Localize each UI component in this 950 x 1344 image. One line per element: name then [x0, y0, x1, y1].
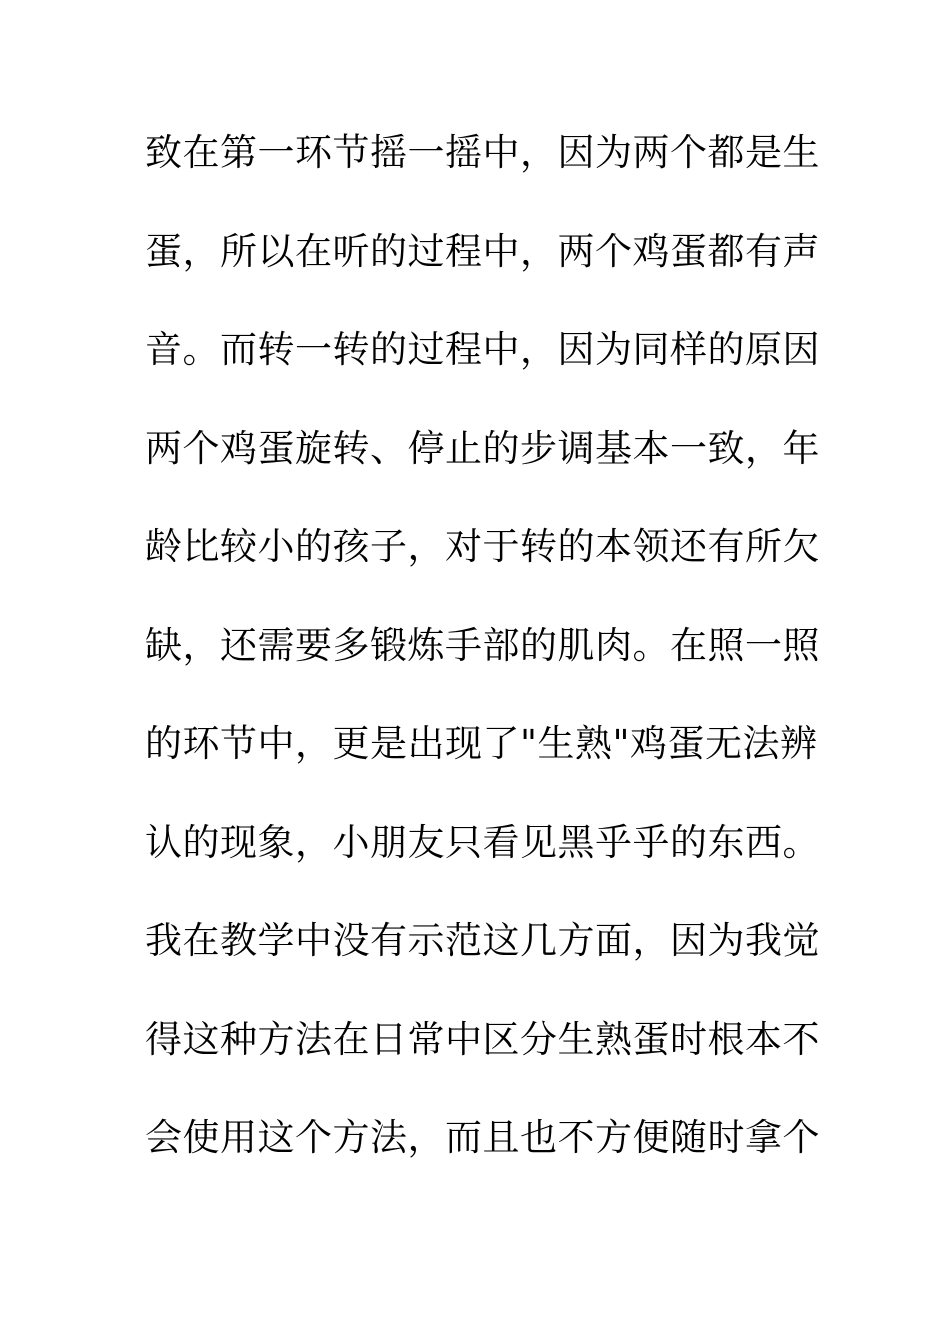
text-line: 认的现象，小朋友只看见黑乎乎的东西。 — [145, 820, 820, 864]
text-line: 我在教学中没有示范这几方面，因为我觉 — [145, 919, 820, 962]
text-line: 缺，还需要多锻炼手部的肌肉。在照一照 — [145, 623, 820, 667]
text-line: 致在第一环节摇一摇中，因为两个都是生 — [145, 131, 820, 174]
body-text — [145, 128, 820, 1212]
text-line: 音。而转一转的过程中，因为同样的原因 — [145, 328, 820, 371]
text-line: 蛋，所以在听的过程中，两个鸡蛋都有声 — [145, 229, 820, 273]
text-line: 龄比较小的孩子，对于转的本领还有所欠 — [145, 525, 820, 568]
text-line: 会使用这个方法，而且也不方便随时拿个 — [145, 1116, 820, 1159]
text-line: 得这种方法在日常中区分生熟蛋时根本不 — [145, 1017, 820, 1061]
text-line: 的环节中，更是出现了"生熟"鸡蛋无法辨 — [145, 722, 818, 765]
text-line: 两个鸡蛋旋转、停止的步调基本一致，年 — [145, 426, 820, 470]
